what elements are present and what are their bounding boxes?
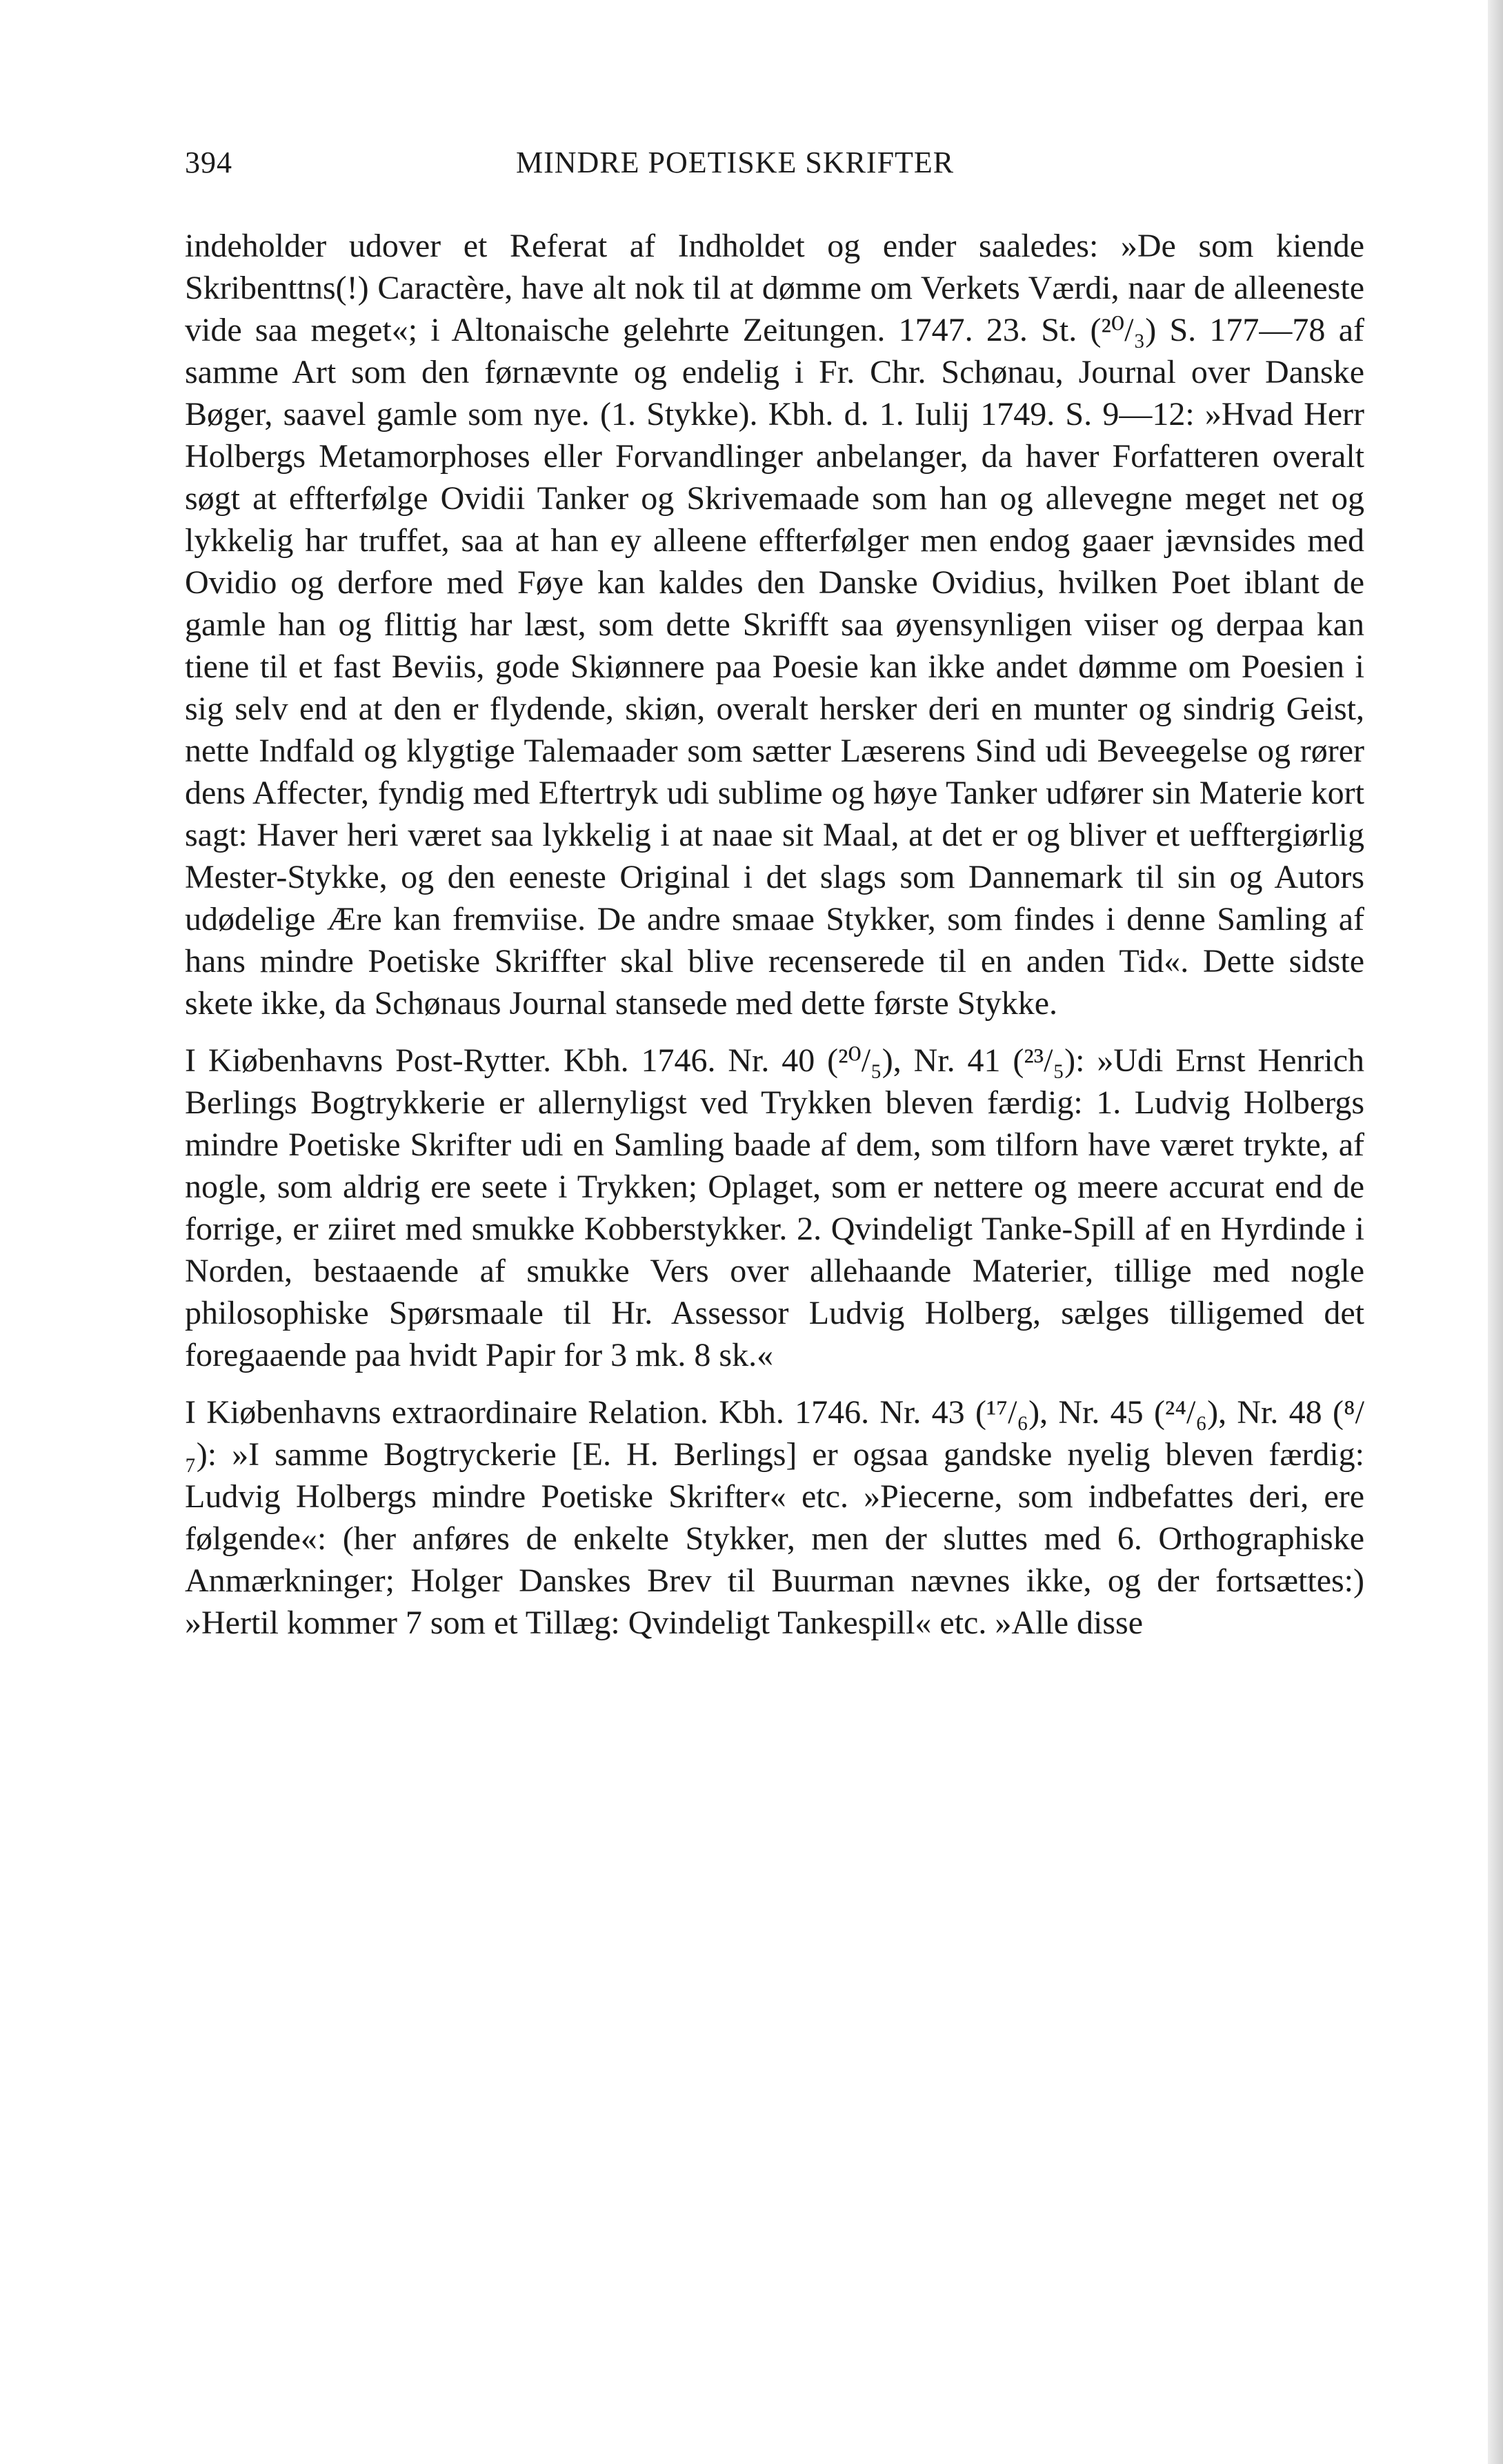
scan-edge xyxy=(1488,0,1503,2464)
paragraph-1: indeholder udover et Referat af Indholdet og ender saaledes: »De som kiende Skribenttns(!) Caractère, have alt nok til at dømme om Verkets Værdi, naar de alleeneste vide saa meget«; i Altonaische gelehrte Zeitungen. 1747. 23. St. (²⁰/₃) S. 177—78 af samme Art som den førnævnte og endelig i Fr. Chr. Schønau, Journal over Danske Bøger, saavel gamle som nye. (1. Stykke). Kbh. d. 1. Iulij 1749. S. 9—12: »Hvad Herr Holbergs Metamorphoses eller Forvandlinger anbelanger, da haver Forfatteren overalt søgt at effterfølge Ovidii Tanker og Skrivemaade som han og allevegne meget net og lykkelig har truffet, saa at han ey alleene effterfølger men endog gaaer jævnsides med Ovidio og derfore med Føye kan kaldes den Danske Ovidius, hvilken Poet iblant de gamle han og flittig har læst, som dette Skrifft saa øyensynligen viiser og derpaa kan tiene til et fast Beviis, gode Skiønnere paa Poesie kan ikke andet dømme om Poesien i sig selv end at den er flydende, skiøn, overalt hersker deri en munter og sindrig Geist, nette Indfald og klygtige Talemaader som sætter Læserens Sind udi Beveegelse og rører dens Affecter, fyndig med Eftertryk udi sublime og høye Tanker udfører sin Materie kort sagt: Haver heri været saa lykkelig i at naae sit Maal, at det er og bliver et uefftergiørlig Mester-Stykke, og den eeneste Original i det slags som Dannemark til sin og Autors udødelige Ære kan fremviise. De andre smaae Stykker, som findes i denne Samling af hans mindre Poetiske Skriffter skal blive recenserede til en anden Tid«. Dette sidste skete ikke, da Schønaus Journal stansede med dette første Stykke. xyxy=(185,228,1364,1022)
page-header xyxy=(185,145,1364,186)
paragraph-2: I Kiøbenhavns Post-Rytter. Kbh. 1746. Nr. 40 (²⁰/₅), Nr. 41 (²³/₅): »Udi Ernst Henrich Berlings Bogtrykkerie er allernyligst ved Trykken bleven færdig: 1. Ludvig Holbergs mindre Poetiske Skrifter udi en Samling baade af dem, som tilforn have været trykte, af nogle, som aldrig ere seete i Trykken; Oplaget, som er nettere og meere accurat end de forrige, er ziiret med smukke Kobberstykker. 2. Qvindeligt Tanke-Spill af en Hyrdinde i Norden, bestaaende af smukke Vers over allehaande Materier, tillige med nogle philosophiske Spørsmaale til Hr. Assessor Ludvig Holberg, sælges tilligemed det foregaaende paa hvidt Papir for 3 mk. 8 sk.« xyxy=(185,1042,1364,1373)
page-body xyxy=(185,225,1364,1644)
page-number: 394 xyxy=(185,146,232,179)
paragraph-3: I Kiøbenhavns extraordinaire Relation. Kbh. 1746. Nr. 43 (¹⁷/₆), Nr. 45 (²⁴/₆), Nr. 48 (⁸/₇): »I samme Bogtryckerie [E. H. Berlings] er ogsaa gandske nyelig bleven færdig: Ludvig Holbergs mindre Poetiske Skrifter« etc. »Piecerne, som indbefattes deri, ere følgende«: (her anføres de enkelte Stykker, men der sluttes med 6. Orthographiske Anmærkninger; Holger Danskes Brev til Buurman nævnes ikke, og der fortsættes:) »Hertil kommer 7 som et Tillæg: Qvindeligt Tankespill« etc. »Alle disse xyxy=(185,1394,1364,1641)
running-title: MINDRE POETISKE SKRIFTER xyxy=(516,146,955,179)
book-page xyxy=(185,145,1364,1644)
